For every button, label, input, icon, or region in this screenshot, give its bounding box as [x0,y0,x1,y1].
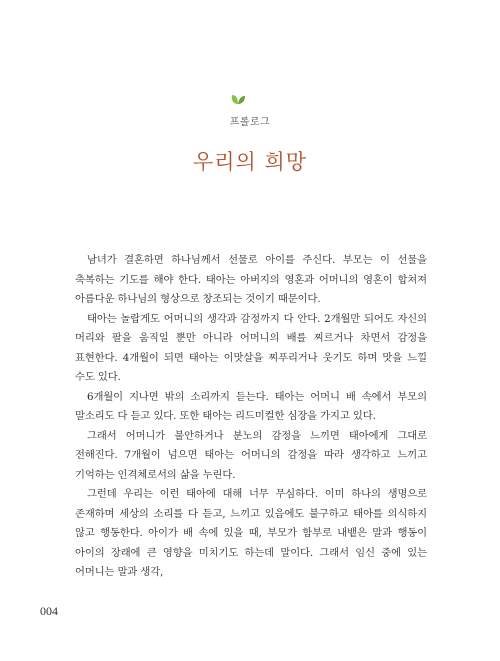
page-number: 004 [40,604,58,618]
page-title: 우리의 희망 [192,150,308,174]
sprout-leaf-icon [230,93,246,105]
paragraph: 6개월이 지나면 밖의 소리까지 듣는다. 태아는 어머니 배 속에서 부모의 말소리도 다 듣고 있다. 또한 태아는 리드미컬한 심장을 가지고 있다. [75,390,427,422]
paragraph: 그래서 어머니가 불안하거나 분노의 감정을 느끼면 태아에게 그대로 전해진다. 7개월이 넘으면 태아는 어머니의 감정을 따라 생각하고 느끼고 기억하는 인격체로서의 삶을 누린다. [75,429,427,481]
body-text [75,251,427,583]
chapter-label: 프롤로그 [229,117,271,128]
paragraph: 남녀가 결혼하면 하나님께서 선물로 아이를 주신다. 부모는 이 선물을 축복하는 기도를 해야 한다. 태아는 아버지의 영혼과 어머니의 영혼이 합쳐져 아름다운 하나님의 형상으로 창조되는 것이기 때문이다. [75,254,427,305]
paragraph: 태아는 놀랍게도 어머니의 생각과 감정까지 다 안다. 2개월만 되어도 자신의 머리와 팔을 움직일 뿐만 아니라 어머니의 배를 찌르거나 차면서 감정을 표현한다. 4개월이 되면 태아는 이맛살을 찌푸리거나 웃기도 하며 맛을 느낄 수도 있다. [75,312,427,383]
paragraph: 그런데 우리는 이런 태아에 대해 너무 무심하다. 이미 하나의 생명으로 존재하며 세상의 소리를 다 듣고, 느끼고 있음에도 불구하고 태아를 의식하지 않고 행동한다. 아이가 배 속에 있을 때, 부모가 함부로 내뱉은 말과 행동이 아이의 장래에 큰 영향을 미치기도 하는데 말이다. 그래서 임신 중에 있는 어머니는 말과 생각, [75,488,427,578]
